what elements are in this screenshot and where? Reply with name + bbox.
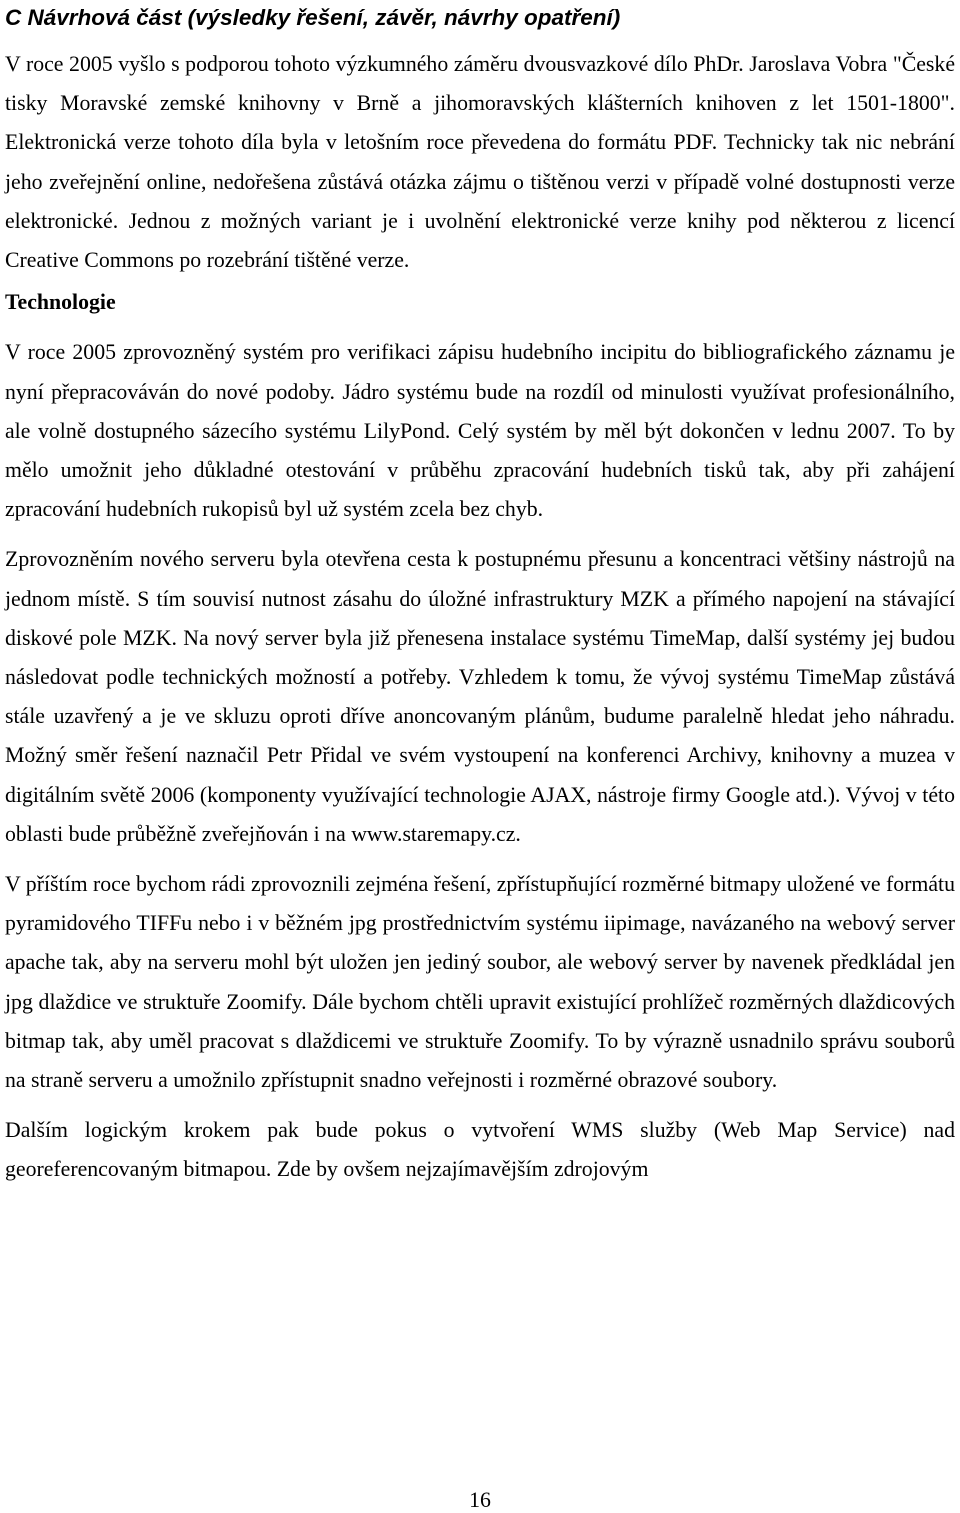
- paragraph-incipit-system: V roce 2005 zprovozněný systém pro verifikaci zápisu hudebního incipitu do bibliografického záznamu je nyní přepracováván do nové podoby. Jádro systému bude na rozdíl od minulosti využívat profesionálního, ale volně dostupného sázecího systému LilyPond. Celý systém by měl být dokončen v lednu 2007. To by mělo umožnit jeho důkladné otestování v průběhu zpracování hudebních tisků tak, aby při zahájení zpracování hudebních rukopisů byl už systém zcela bez chyb.: [5, 340, 955, 522]
- paragraph-new-server: Zprovozněním nového serveru byla otevřena cesta k postupnému přesunu a koncentraci většiny nástrojů na jednom místě. S tím souvisí nutnost zásahu do úložné infrastruktury MZK a přímého napojení na stávající diskové pole MZK. Na nový server byla již přenesena instalace systému TimeMap, další systémy jej budou následovat podle technických možností a potřeby. Vzhledem k tomu, že vývoj systému TimeMap zůstává stále uzavřený a je ve skluzu oproti dříve anoncovaným plánům, budume paralelně hledat jeho náhradu. Možný směr řešení naznačil Petr Přidal ve svém vystoupení na konferenci Archivy, knihovny a muzea v digitálním světě 2006 (komponenty využívající technologie AJAX, nástroje firmy Google atd.). Vývoj v této oblasti bude průběžně zveřejňován i na www.staremapy.cz.: [5, 547, 955, 846]
- page-number: 16: [469, 1488, 491, 1512]
- section-heading: C Návrhová část (výsledky řešení, závěr, návrhy opatření): [5, 5, 621, 30]
- paragraph-publication: V roce 2005 vyšlo s podporou tohoto výzkumného záměru dvousvazkové dílo PhDr. Jaroslava Vobra "České tisky Moravské zemské knihovny v Brně a jihomoravských klášterních knihoven z let 1501-1800". Elektronická verze tohoto díla byla v letošním roce převedena do formátu PDF. Technicky tak nic nebrání jeho zveřejnění online, nedořešena zůstává otázka zájmu o tištěnou verzi v případě volné dostupnosti verze elektronické. Jednou z možných variant je i uvolnění elektronické verze knihy pod některou z licencí Creative Commons po rozebrání tištěné verze.: [5, 52, 955, 273]
- paragraph-wms-service: Dalším logickým krokem pak bude pokus o vytvoření WMS služby (Web Map Service) nad georeferencovaným bitmapou. Zde by ovšem nejzajímavějším zdrojovým: [5, 1118, 955, 1182]
- subheading-technologie: Technologie: [5, 290, 116, 315]
- document-page: [5, 0, 955, 1190]
- paragraph-next-year-plans: V příštím roce bychom rádi zprovoznili zejména řešení, zpřístupňující rozměrné bitmapy uložené ve formátu pyramidového TIFFu nebo i v běžném jpg prostřednictvím systému iipimage, navázaného na webový server apache tak, aby na serveru mohl být uložen jen jediný soubor, ale webový server by navenek předkládal jen jpg dlaždice ve struktuře Zoomify. Dále bychom chtěli upravit existující prohlížeč rozměrných dlaždicových bitmap tak, aby uměl pracovat s dlaždicemi ve struktuře Zoomify. To by výrazně usnadnilo správu souborů na straně serveru a umožnilo zpřístupnit snadno veřejnosti i rozměrné obrazové soubory.: [5, 872, 955, 1093]
